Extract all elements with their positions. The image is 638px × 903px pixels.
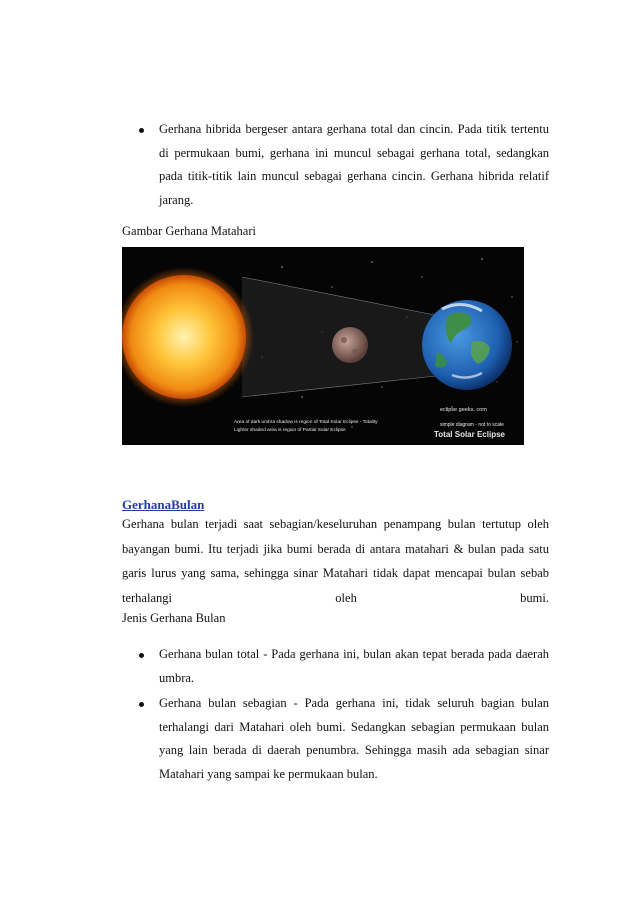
earth-icon bbox=[422, 300, 512, 390]
lunar-eclipse-heading-link[interactable]: GerhanaBulan bbox=[122, 497, 205, 512]
types-heading: Jenis Gerhana Bulan bbox=[122, 611, 226, 625]
figure-caption: Gambar Gerhana Matahari bbox=[122, 224, 256, 238]
list-item bbox=[124, 692, 549, 786]
hybrid-eclipse-list bbox=[124, 118, 549, 212]
figure-label: Total Solar Eclipse bbox=[434, 430, 505, 439]
sun-icon bbox=[122, 275, 246, 399]
bullet-icon bbox=[139, 653, 144, 658]
bullet-icon bbox=[139, 702, 144, 707]
bullet-icon bbox=[139, 128, 144, 133]
figure-note-umbra: Area of dark umbra shadow is region of Total Solar Eclipse - Totality bbox=[234, 420, 378, 425]
figure-scale-note: simple diagram - not to scale bbox=[440, 422, 504, 428]
figure-note-penumbra: Lighter shaded area is region of Partial Solar Eclipse bbox=[234, 428, 346, 433]
lunar-eclipse-types-list bbox=[124, 643, 549, 786]
lunar-eclipse-paragraph: Gerhana bulan terjadi saat sebagian/keseluruhan penampang bulan tertutup oleh bayangan bumi. Itu terjadi jika bumi berada di antara matahari & bulan pada satu garis lurus yang sama, sehingga sinar Matahari tidak dapat mencapai bulan sebab terhalangi oleh bumi. bbox=[122, 517, 549, 605]
solar-eclipse-illustration bbox=[122, 247, 524, 445]
moon-icon bbox=[332, 327, 368, 363]
list-item-text: Gerhana bulan total - Pada gerhana ini, bulan akan tepat berada pada daerah umbra. bbox=[159, 647, 549, 685]
figure-watermark: eclipse geeks. com bbox=[440, 407, 487, 413]
list-item-text: Gerhana bulan sebagian - Pada gerhana ini, tidak seluruh bagian bulan terhalangi dari Matahari oleh bumi. Sedangkan sebagian permukaan bulan yang lain berada di daerah penumbra. Sehingga masih ada sebagian sinar Matahari yang sampai ke permukaan bulan. bbox=[159, 696, 549, 781]
solar-eclipse-image bbox=[122, 247, 524, 445]
list-item-text: Gerhana hibrida bergeser antara gerhana total dan cincin. Pada titik tertentu di permukaan bumi, gerhana ini muncul sebagai gerhana total, sedangkan pada titik-titik lain muncul sebagai gerhana cincin. Gerhana hibrida relatif jarang. bbox=[159, 122, 549, 207]
list-item bbox=[124, 118, 549, 212]
list-item bbox=[124, 643, 549, 690]
